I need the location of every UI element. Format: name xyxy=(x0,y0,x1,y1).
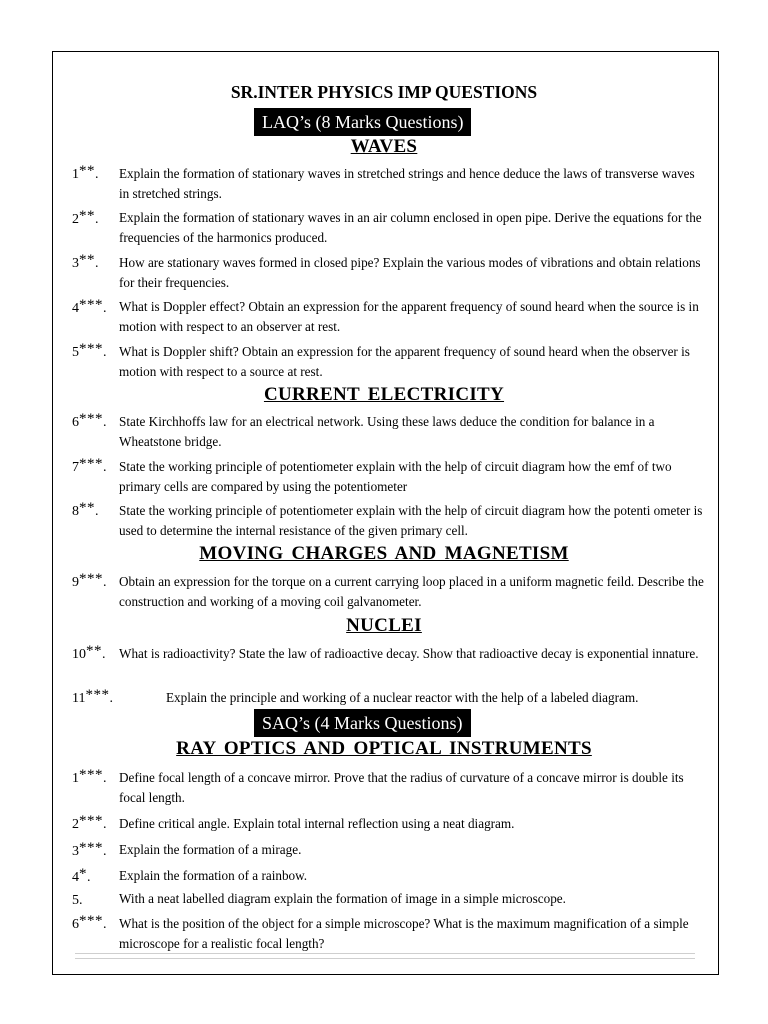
question-text: State the working principle of potentiometer explain with the help of circuit diagram how the emf of two primary cells are compared by using the potentiometer xyxy=(119,459,672,494)
section-current-electricity: CURRENT ELECTRICITY xyxy=(263,384,505,405)
question-text: Explain the formation of a mirage. xyxy=(119,842,302,857)
saq-heading: SAQ’s (4 Marks Questions) xyxy=(254,709,471,737)
section-moving-charges: MOVING CHARGES AND MAGNETISM xyxy=(199,543,569,564)
question-number: 5. xyxy=(72,893,83,908)
question-text: Define focal length of a concave mirror. Prove that the radius of curvature of a concave mirror is double its focal length. xyxy=(119,770,684,805)
question-number: 4***. xyxy=(72,297,107,316)
question-number: 3***. xyxy=(72,840,107,859)
question-text: State the working principle of potentiometer explain with the help of circuit diagram how the potenti ometer is used to determine the internal resistance of the given primary cell. xyxy=(119,503,703,538)
question-text: What is the position of the object for a simple microscope? What is the maximum magnification of a simple microscope for a realistic focal length? xyxy=(119,916,689,951)
question-number: 1**. xyxy=(72,163,99,182)
question-text: Define critical angle. Explain total internal reflection using a neat diagram. xyxy=(119,816,515,831)
question-number: 3**. xyxy=(72,252,99,271)
question-number: 9***. xyxy=(72,571,107,590)
question-text: How are stationary waves formed in closed pipe? Explain the various modes of vibrations and obtain relations for their frequencies. xyxy=(119,255,701,290)
question-number: 6***. xyxy=(72,913,107,932)
section-ray-optics: RAY OPTICS AND OPTICAL INSTRUMENTS xyxy=(176,738,592,759)
question-number: 7***. xyxy=(72,456,107,475)
question-number: 2***. xyxy=(72,813,107,832)
question-text: Obtain an expression for the torque on a current carrying loop placed in a uniform magnetic feild. Describe the construction and working of a moving coil galvanometer. xyxy=(119,574,704,609)
question-number: 11***. xyxy=(72,687,113,706)
question-number: 6***. xyxy=(72,411,107,430)
footer-divider xyxy=(75,958,695,959)
question-text: What is Doppler shift? Obtain an expression for the apparent frequency of sound heard when the observer is motion with respect to a source at rest. xyxy=(119,344,690,379)
question-number: 2**. xyxy=(72,208,99,227)
question-number: 4*. xyxy=(72,866,91,885)
footer-divider xyxy=(75,953,695,954)
question-text: Explain the principle and working of a nuclear reactor with the help of a labeled diagram. xyxy=(166,690,639,705)
question-text: What is Doppler effect? Obtain an expression for the apparent frequency of sound heard when the source is in motion with respect to an observer at rest. xyxy=(119,299,699,334)
document-title: SR.INTER PHYSICS IMP QUESTIONS xyxy=(230,82,538,102)
question-text: Explain the formation of stationary waves in an air column enclosed in open pipe. Derive the equations for the frequencies of the harmonics produced. xyxy=(119,210,702,245)
question-number: 8**. xyxy=(72,500,99,519)
question-number: 5***. xyxy=(72,341,107,360)
question-number: 1***. xyxy=(72,767,107,786)
section-waves: WAVES xyxy=(350,136,418,157)
question-text: Explain the formation of a rainbow. xyxy=(119,868,308,883)
laq-heading: LAQ’s (8 Marks Questions) xyxy=(254,108,471,136)
question-text: Explain the formation of stationary waves in stretched strings and hence deduce the laws of transverse waves in stretched strings. xyxy=(119,166,695,201)
question-number: 10**. xyxy=(72,643,106,662)
question-text: State Kirchhoffs law for an electrical network. Using these laws deduce the condition for balance in a Wheatstone bridge. xyxy=(119,414,655,449)
section-nuclei: NUCLEI xyxy=(346,615,422,636)
question-text: What is radioactivity? State the law of radioactive decay. Show that radioactive decay is exponential innature. xyxy=(119,646,699,661)
question-text: With a neat labelled diagram explain the formation of image in a simple microscope. xyxy=(119,891,566,906)
